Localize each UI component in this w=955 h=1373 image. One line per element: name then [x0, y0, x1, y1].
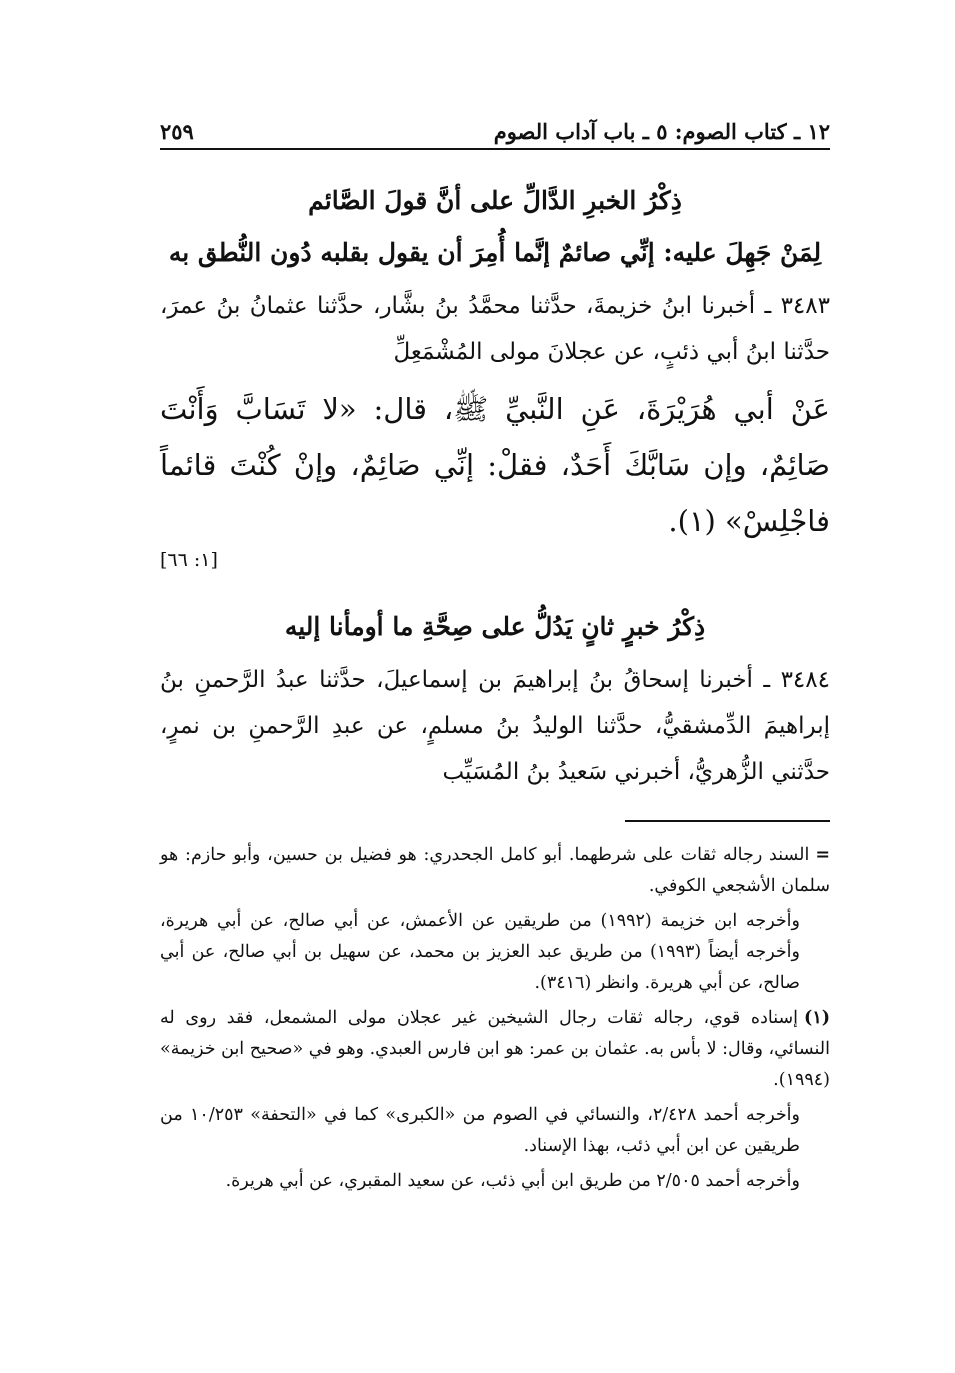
- footnote-1-marker: (١): [804, 1008, 830, 1028]
- main-text: [160, 175, 830, 795]
- footnote-1-para3: وأخرجه أحمد ٢/٥٠٥ من طريق ابن أبي ذئب، عن سعيد المقبري، عن أبي هريرة.: [225, 1171, 800, 1191]
- carryover-text: السند رجاله ثقات على شرطهما. أبو كامل الجحدري: هو فضيل بن حسين، وأبو حازم: هو سلمان الأشجعي الكوفي.: [160, 845, 830, 896]
- page-header: [160, 110, 830, 150]
- section-heading-2: ذِكْرُ خبرٍ ثانٍ يَدُلُّ على صِحَّةِ ما أومأنا إليه: [284, 612, 706, 641]
- page-number: ٢٥٩: [160, 119, 194, 144]
- running-title: ١٢ ـ كتاب الصوم: ٥ ـ باب آداب الصوم: [493, 119, 830, 144]
- footnote-1: [160, 1003, 830, 1096]
- hadith-reference: [١: ٦٦]: [160, 549, 218, 571]
- section-gap: [160, 571, 830, 601]
- hadith-3483-matn: عَنْ أبي هُرَيْرَةَ، عَنِ النَّبيِّ ﷺ، قال: «لا تَسَابَّ وَأَنْتَ صَائِمٌ، وإن سَابَّكَ أَحَدٌ، فقلْ: إنِّي صَائِمٌ، وإنْ كُنْتَ قائماً فاجْلِسْ» (١).: [160, 392, 830, 538]
- footnotes: [160, 840, 830, 1201]
- hadith-3484-isnad: ٣٤٨٤ ـ أخبرنا إسحاقُ بنُ إبراهيمَ بن إسماعيلَ، حدَّثنا عبدُ الرَّحمنِ بنُ إبراهيمَ الدِّمشقيُّ، حدَّثنا الوليدُ بنُ مسلمٍ، عن عبدِ الرَّحمنِ بن نمرٍ، حدَّثني الزُّهريُّ، أخبرني سَعيدُ بنُ المُسَيِّب: [160, 667, 830, 785]
- hadith-3483-isnad: ٣٤٨٣ ـ أخبرنا ابنُ خزيمةَ، حدَّثنا محمَّدُ بنُ بشَّار، حدَّثنا عثمانُ بنُ عمرَ، حدَّثنا ابنُ أبي ذئبٍ، عن عجلانَ مولى المُشْمَعِلِّ: [160, 293, 830, 365]
- section-heading-1b: لِمَنْ جَهِلَ عليه: إنِّي صائمٌ إنَّما أُمِرَ أن يقول بقلبه دُون النُّطق به: [168, 238, 822, 267]
- section-heading-1a: ذِكْرُ الخبرِ الدَّالِّ على أنَّ قولَ الصَّائم: [308, 186, 682, 215]
- footnote-1-para2: وأخرجه أحمد ٢/٤٢٨، والنسائي في الصوم من «الكبرى» كما في «التحفة» ١٠/٢٥٣ من طريقين عن ابن أبي ذئب، بهذا الإسناد.: [160, 1105, 800, 1156]
- footnote-1-text: إسناده قوي، رجاله ثقات رجال الشيخين غير عجلان مولى المشمعل، فقد روى له النسائي، وقال: لا بأس به. عثمان بن عمر: هو ابن فارس العبدي. وهو في «صحيح ابن خزيمة» (١٩٩٤).: [160, 1008, 830, 1090]
- footnote-carryover: [160, 840, 830, 902]
- footnote-carryover-para2: وأخرجه ابن خزيمة (١٩٩٢) من طريقين عن الأعمش، عن أبي صالح، عن أبي هريرة، وأخرجه أيضاً (١٩٩٣) من طريق عبد العزيز بن محمد، عن سهيل بن أبي صالح، عن أبي صالح، عن أبي هريرة. وانظر (٣٤١٦).: [160, 911, 801, 993]
- reference-row: [160, 549, 830, 571]
- footnote-separator: [625, 820, 830, 822]
- hadith-3483-matn-block: [160, 375, 830, 549]
- carryover-marker: =: [815, 845, 830, 865]
